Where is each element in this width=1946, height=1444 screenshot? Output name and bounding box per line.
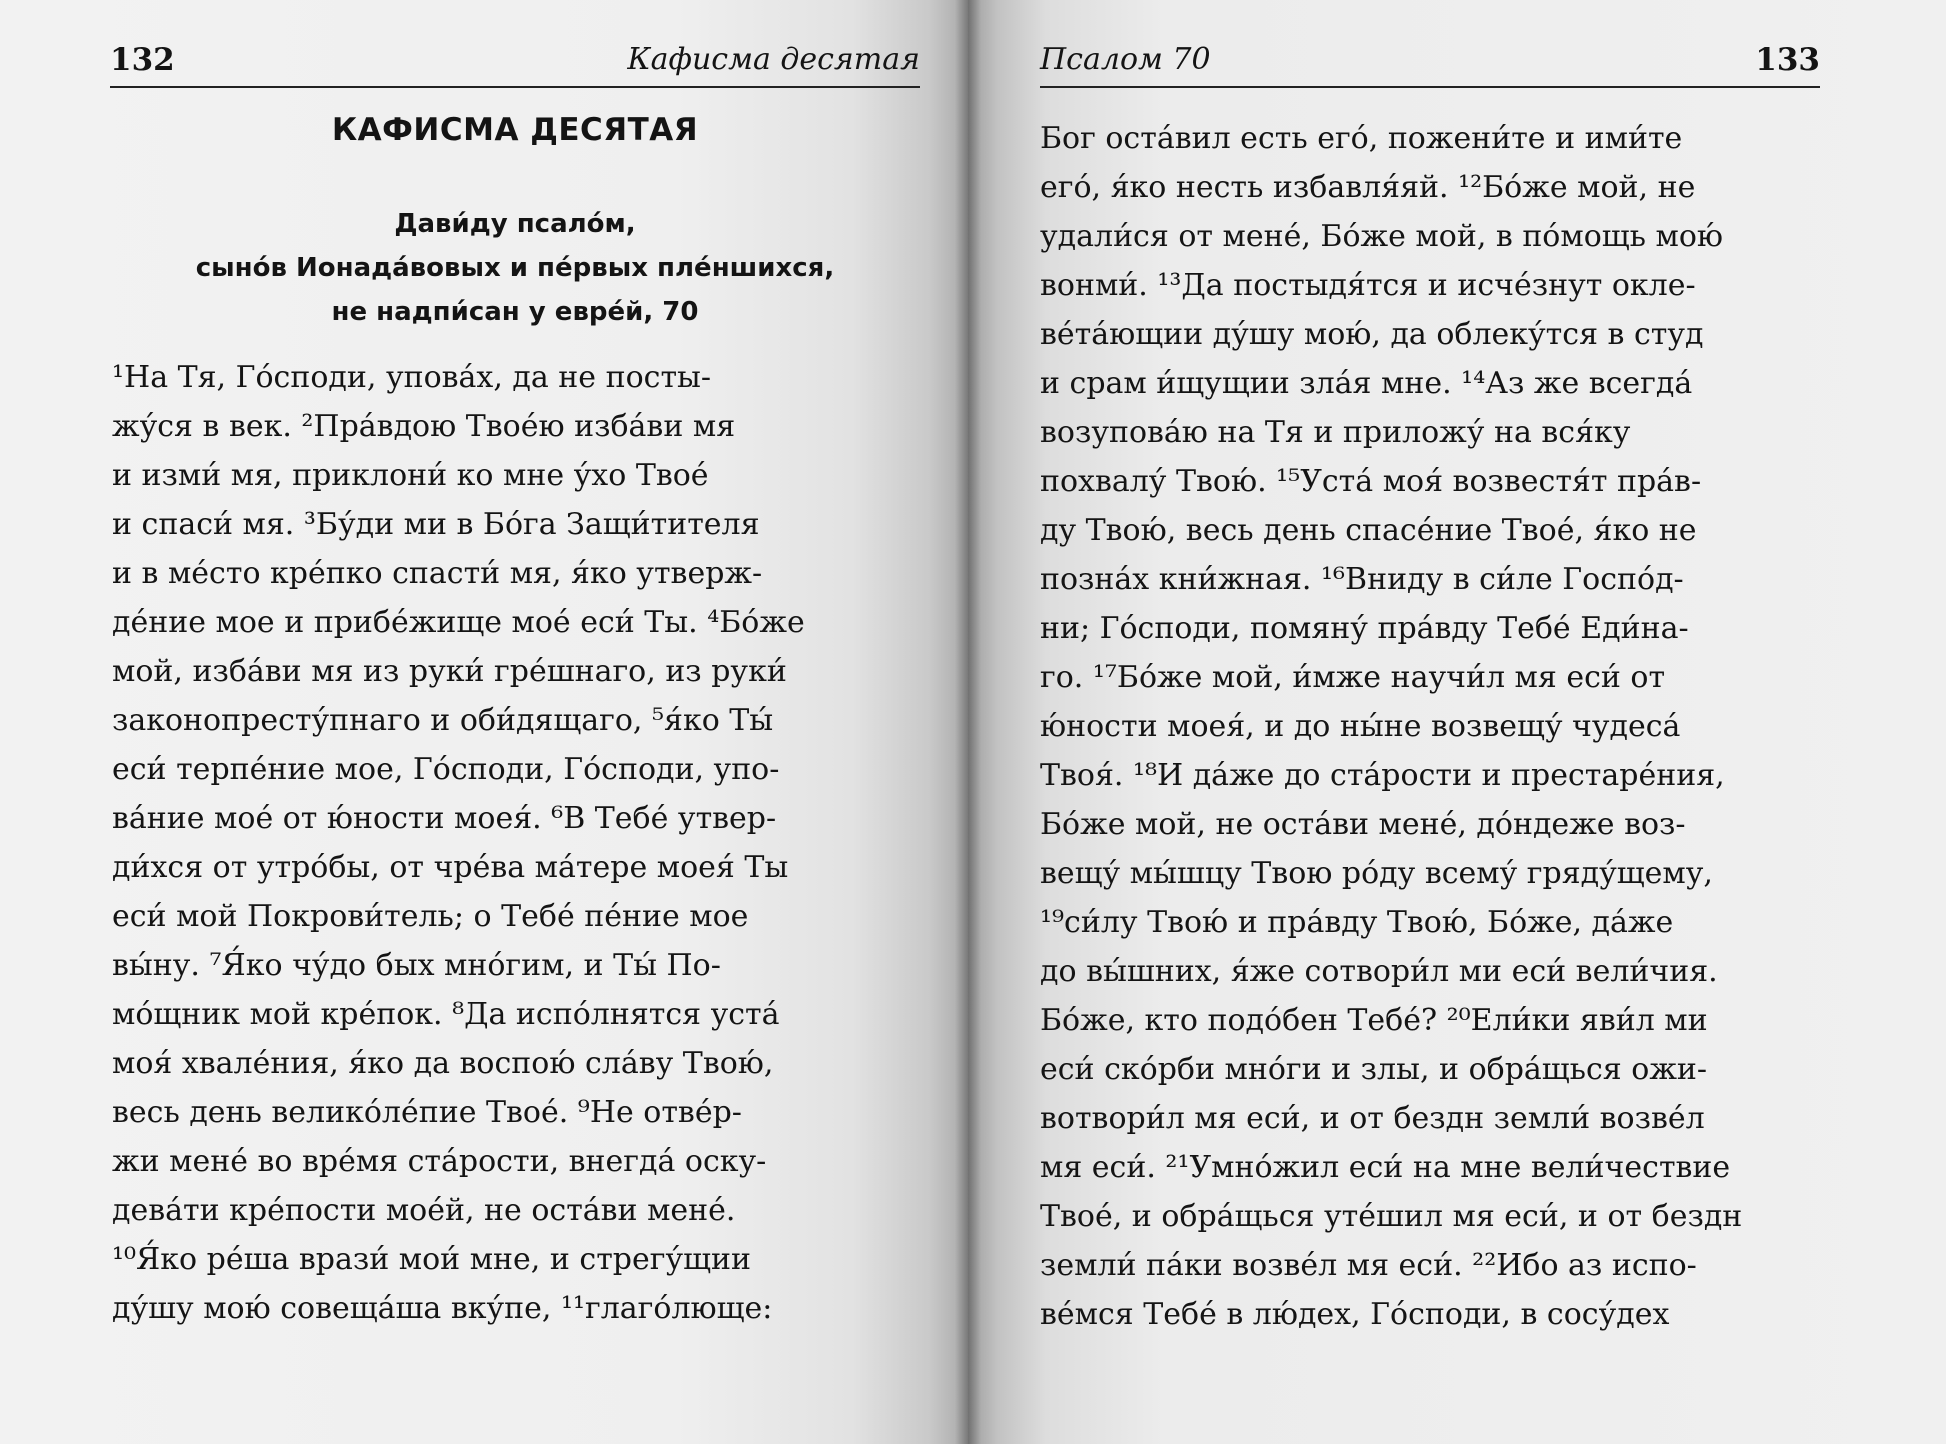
text-line: моя́ хвале́ния, я́ко да воспою́ сла́ву Твою́, [112,1046,774,1081]
text-line: ¹⁰Я́ко ре́ша врази́ мои́ мне, и стрегу́щии [112,1242,751,1277]
text-line: его́, я́ко несть избавля́яй. ¹²Бо́же мой, не [1040,170,1696,205]
book-gutter-shadow [955,0,981,1444]
right-page [968,0,1946,1444]
text-line: еси́ мой Покрови́тель; о Тебе́ пе́ние мое [112,899,749,934]
text-line: дева́ти кре́пости мое́й, не оста́ви мене́. [112,1193,736,1228]
text-line: земли́ па́ки возве́л мя еси́. ²²Ибо аз испо- [1040,1248,1697,1283]
text-line: возупова́ю на Тя и приложу́ на вся́ку [1040,415,1631,450]
text-line: мя еси́. ²¹Умно́жил еси́ на мне вели́чествие [1040,1150,1731,1185]
text-line: ни; Го́споди, помяну́ пра́вду Тебе́ Еди́на- [1040,611,1689,646]
text-line: мо́щник мой кре́пок. ⁸Да испо́лнятся уста́ [112,997,780,1032]
text-line: де́ние мое и прибе́жище мое́ еси́ Ты. ⁴Бо́же [112,605,805,640]
psalm-superscription [110,202,920,334]
text-line: вы́ну. ⁷Я́ко чу́до бых мно́гим, и Ты́ По- [112,948,721,983]
text-line: ¹⁹си́лу Твою́ и пра́вду Твою́, Бо́же, да́же [1040,905,1674,940]
text-line: еси́ ско́рби мно́ги и злы, и обра́щься ожи- [1040,1052,1708,1087]
text-line: ди́хся от утро́бы, от чре́ва ма́тере моея́ Ты [112,850,789,885]
page-number: 132 [110,42,175,78]
text-line: до вы́шних, я́же сотвори́л ми еси́ вели́чия. [1040,954,1718,989]
text-line: весь день велико́ле́пие Твое́. ⁹Не отве́р- [112,1095,742,1130]
text-line: похвалу́ Твою́. ¹⁵Уста́ моя́ возвестя́т пра́в- [1040,464,1702,499]
text-line: Бо́же, кто подо́бен Тебе́? ²⁰Ели́ки яви́л ми [1040,1003,1708,1038]
text-line: вещу́ мы́шцу Твою ро́ду всему́ гряду́щему, [1040,856,1713,891]
text-line: ве́та́ющии ду́шу мою́, да облеку́тся в студ [1040,317,1704,352]
text-line: ду Твою́, весь день спасе́ние Твое́, я́ко не [1040,513,1697,548]
text-line: и в ме́сто кре́пко спасти́ мя, я́ко утверж- [112,556,763,591]
psalm-text-left [112,353,917,1333]
text-line: позна́х кни́жная. ¹⁶Вниду в си́ле Госпо́д- [1040,562,1684,597]
text-line: жи мене́ во вре́мя ста́рости, внегда́ оску- [112,1144,767,1179]
text-line: го. ¹⁷Бо́же мой, и́мже научи́л мя еси́ от [1040,660,1666,695]
text-line: мой, изба́ви мя из руки́ гре́шнаго, из руки́ [112,654,787,689]
text-line: ду́шу мою́ совеща́ша вку́пе, ¹¹глаго́люще: [112,1291,773,1326]
kathisma-title: КАФИСМА ДЕСЯТАЯ [331,112,699,148]
text-line: законопресту́пнаго и оби́дящаго, ⁵я́ко Ты́ [112,703,774,738]
text-line: Бог оста́вил есть его́, пожени́те и ими́те [1040,121,1683,156]
left-running-head [110,36,920,88]
superscription-line: не надпи́сан у евре́й, 70 [331,297,699,327]
text-line: Твое́, и обра́щься уте́шил мя еси́, и от бездн [1040,1199,1743,1234]
text-line: ве́мся Тебе́ в лю́дех, Го́споди, в сосу́дех [1040,1297,1670,1332]
left-page [0,0,968,1444]
text-line: ¹На Тя, Го́споди, упова́х, да не посты- [112,360,712,395]
psalm-text-right [1040,114,1822,1339]
superscription-line: Дави́ду псало́м, [394,209,636,239]
text-line: еси́ терпе́ние мое, Го́споди, Го́споди, упо- [112,752,780,787]
text-line: удали́ся от мене́, Бо́же мой, в по́мощь мою́ [1040,219,1724,254]
text-line: и срам и́щущии зла́я мне. ¹⁴Аз же всегда́ [1040,366,1693,401]
page-number: 133 [1755,42,1820,78]
text-line: Бо́же мой, не оста́ви мене́, до́ндеже воз- [1040,807,1686,842]
text-line: Твоя́. ¹⁸И да́же до ста́рости и престаре́ния, [1040,758,1725,793]
text-line: ва́ние мое́ от ю́ности моея́. ⁶В Тебе́ утвер- [112,801,777,836]
text-line: и изми́ мя, приклони́ ко мне у́хо Твое́ [112,458,709,493]
running-title: Кафисма десятая [627,42,920,77]
text-line: и спаси́ мя. ³Бу́ди ми в Бо́га Защи́тителя [112,507,760,542]
text-line: вотвори́л мя еси́, и от бездн земли́ возве́л [1040,1101,1705,1136]
text-line: ю́ности моея́, и до ны́не возвещу́ чудеса́ [1040,709,1681,744]
running-title: Псалом 70 [1040,42,1211,77]
superscription-line: сыно́в Ионада́вовых и пе́рвых пле́ншихся, [195,253,835,283]
text-line: жу́ся в век. ²Пра́вдою Твое́ю изба́ви мя [112,409,736,444]
right-running-head [1040,36,1820,88]
text-line: вонми́. ¹³Да постыдя́тся и исче́знут окле- [1040,268,1696,303]
